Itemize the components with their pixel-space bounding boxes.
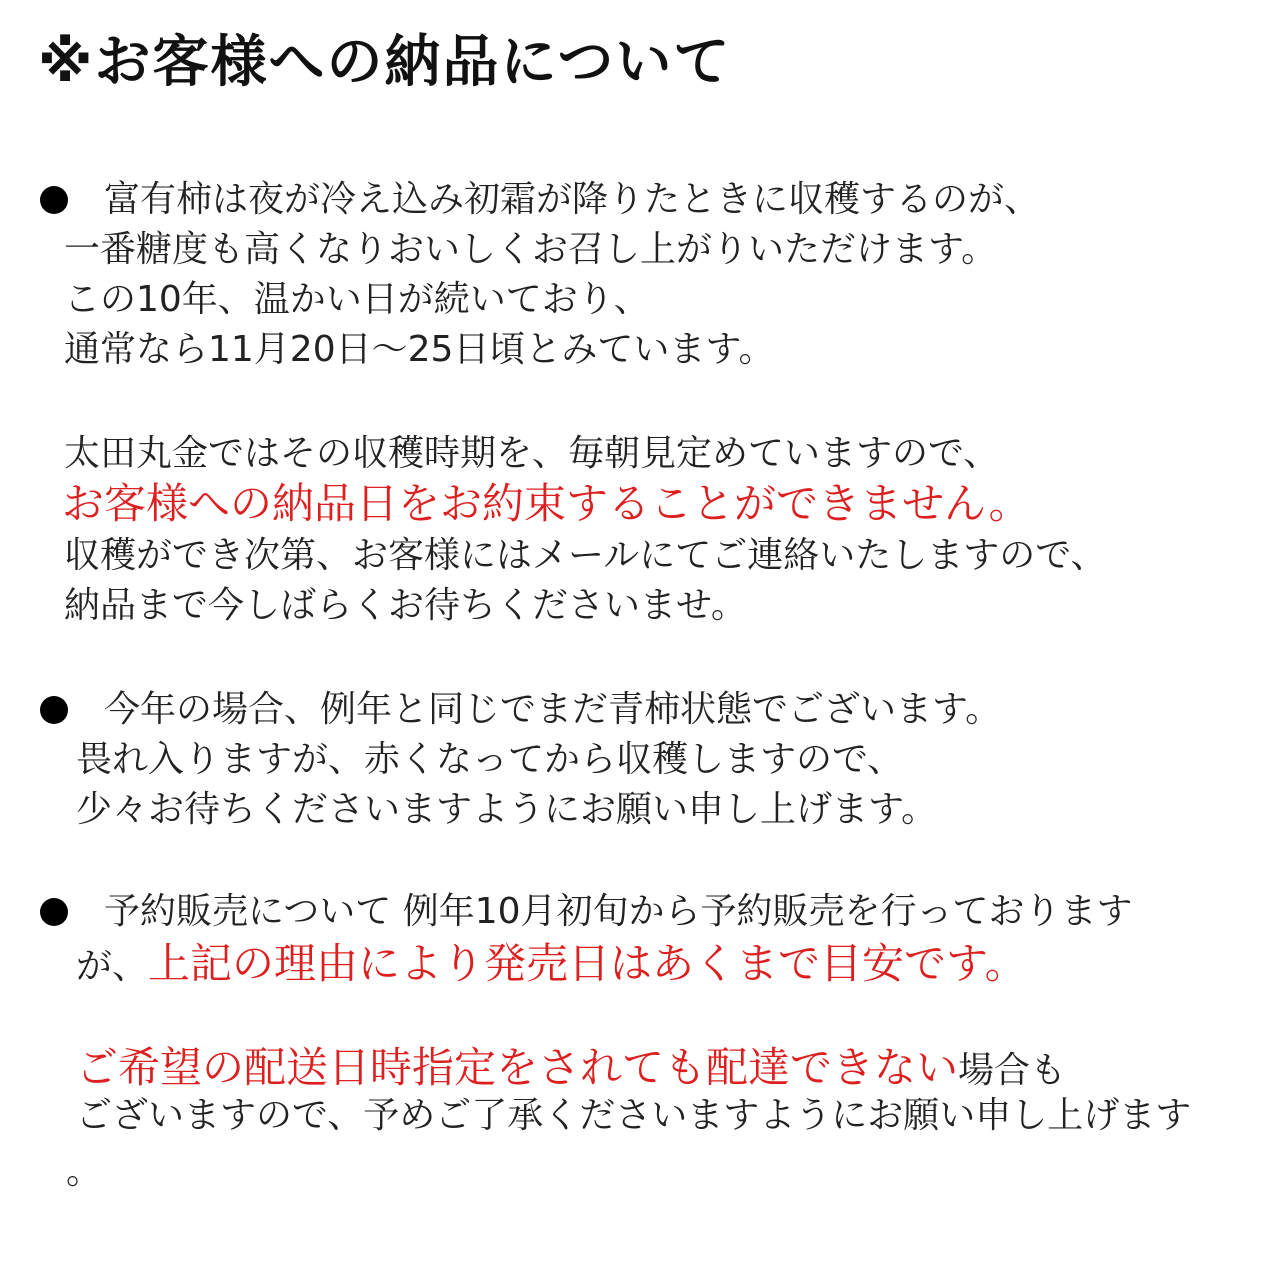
section2-line-1: 太田丸金ではその収穫時期を、毎朝見定めていますので、 [64, 433, 1000, 474]
section1-line-3: この10年、温かい日が続いており、 [64, 279, 650, 320]
section4-line-3-suffix: 場合も [958, 1050, 1067, 1091]
section3-line-1: 今年の場合、例年と同じでまだ青柿状態でございます。 [104, 689, 1002, 730]
bullet-icon [40, 898, 68, 926]
section4-line-2 [76, 939, 1027, 989]
section4-line-2-red: 上記の理由により発売日はあくまで目安です。 [148, 939, 1027, 988]
section3-line-3: 少々お待ちくださいますようにお願い申し上げます。 [76, 789, 938, 830]
section4-line-1: 予約販売について 例年10月初旬から予約販売を行っております [104, 891, 1133, 932]
section4-line-3-red: ご希望の配送日時指定をされても配達できない [76, 1043, 959, 1092]
section4-line-3 [76, 1043, 1067, 1093]
section2-line-3: 収穫ができ次第、お客様にはメールにてご連絡いたしますので、 [64, 535, 1107, 576]
section4-line-2-prefix: が、 [76, 946, 149, 987]
bullet-icon [40, 696, 68, 724]
section4-line-5: 。 [66, 1151, 103, 1192]
section2-red-line: お客様への納品日をお約束することができません。 [62, 479, 1031, 528]
section2-line-4: 納品まで今しばらくお待ちくださいませ。 [64, 585, 747, 626]
section1-line-1: 富有柿は夜が冷え込み初霜が降りたときに収穫するのが、 [104, 179, 1041, 220]
section4-line-4: ございますので、予めご了承くださいますようにお願い申し上げます [76, 1095, 1192, 1136]
section1-line-4: 通常なら11月20日～25日頃とみています。 [64, 329, 775, 370]
bullet-icon [40, 186, 68, 214]
section1-line-2: 一番糖度も高くなりおいしくお召し上がりいただけます。 [64, 229, 998, 270]
page-title: ※お客様への納品について [38, 30, 732, 95]
section3-line-2: 畏れ入りますが、赤くなってから収穫しますので、 [76, 739, 904, 780]
